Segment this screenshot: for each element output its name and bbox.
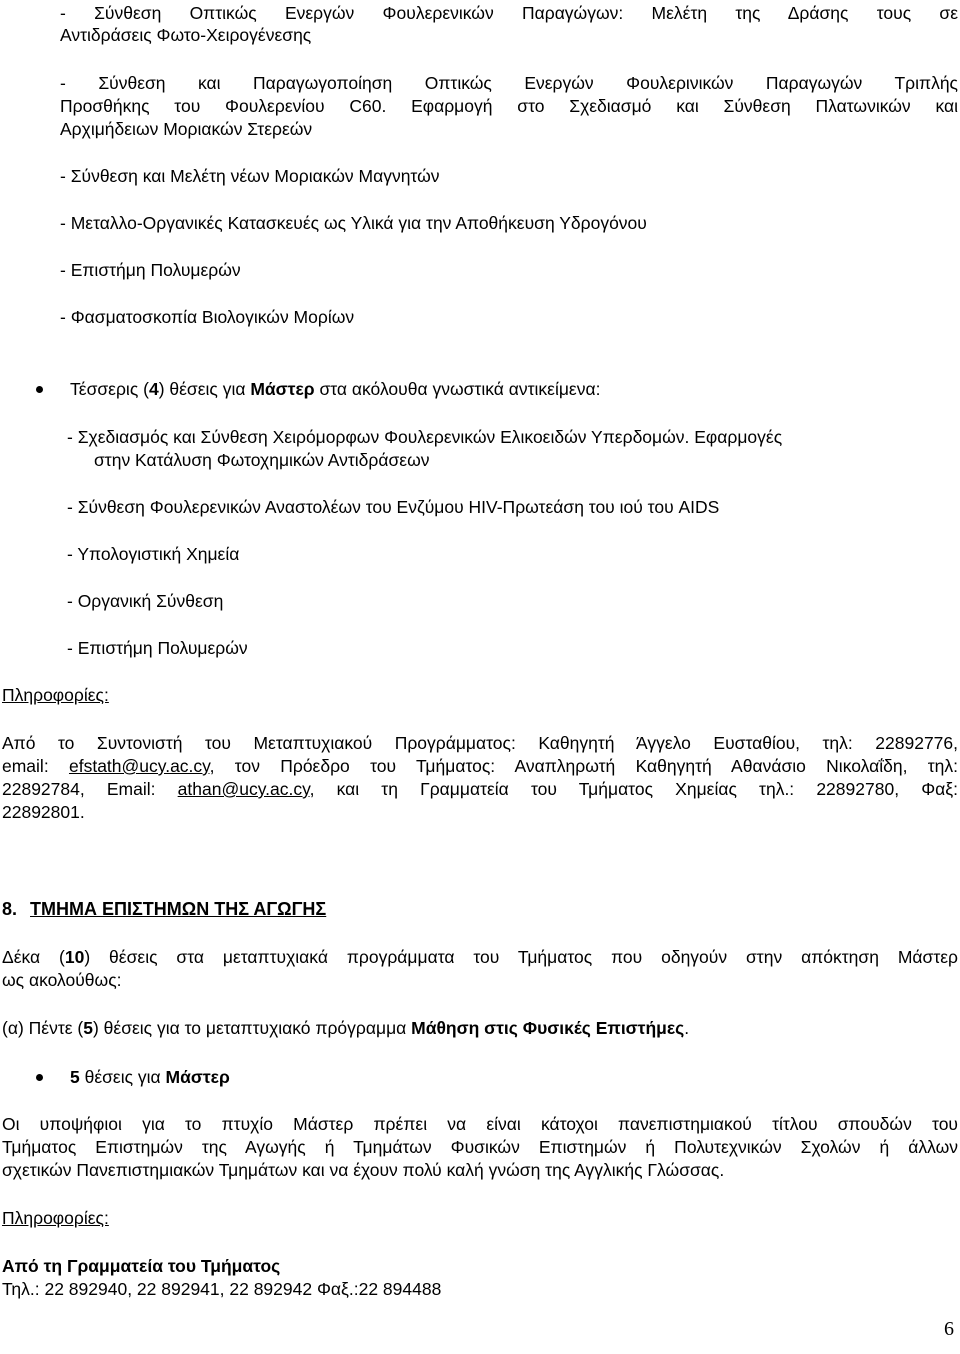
paragraph-continuation: Τμήματος Επιστημών της Αγωγής ή Τμημάτων Φυσικών Επιστημών ή Πολυτεχνικών Σχολών ή άλλων bbox=[2, 1137, 958, 1157]
list-item: - Σύνθεση και Μελέτη νέων Μοριακών Μαγνητών bbox=[60, 166, 440, 186]
page-number: 6 bbox=[944, 1318, 954, 1340]
list-item: - Φασματοσκοπία Βιολογικών Μορίων bbox=[60, 307, 355, 327]
list-item: - Επιστήμη Πολυμερών bbox=[60, 260, 241, 280]
info-line: 22892801. bbox=[2, 802, 85, 822]
info-heading: Πληροφορίες: bbox=[2, 685, 109, 705]
bullet-text: Τέσσερις (4) θέσεις για Μάστερ στα ακόλουθα γνωστικά αντικείμενα: bbox=[70, 379, 601, 399]
email-link[interactable]: athan@ucy.ac.cy bbox=[177, 779, 310, 799]
list-item-continuation: Αρχιμήδειων Μοριακών Στερεών bbox=[60, 119, 313, 139]
bullet-icon bbox=[36, 1074, 43, 1081]
bullet-text: 5 θέσεις για Μάστερ bbox=[70, 1067, 230, 1087]
list-item: - Σύνθεση Οπτικώς Ενεργών Φουλερενικών Παραγώγων: Μελέτη της Δράσης τους σε bbox=[60, 3, 958, 23]
list-item: - Σύνθεση και Παραγωγοποίηση Οπτικώς Ενεργών Φουλερινικών Παραγωγών Τριπλής bbox=[60, 73, 958, 93]
paragraph-continuation: σχετικών Πανεπιστημιακών Τμημάτων και να έχουν πολύ καλή γνώση της Αγγλικής Γλώσσας. bbox=[2, 1160, 725, 1180]
list-item: - Επιστήμη Πολυμερών bbox=[67, 638, 248, 658]
info-line: 22892784, Email: athan@ucy.ac.cy, και τη Γραμματεία του Τμήματος Χημείας τηλ.: 22892780, Φαξ: bbox=[2, 779, 958, 799]
paragraph-continuation: ως ακολούθως: bbox=[2, 970, 122, 990]
info-from: Από τη Γραμματεία του Τμήματος bbox=[2, 1256, 281, 1276]
list-item-continuation: Προσθήκης του Φουλερενίου C60. Εφαρμογή στο Σχεδιασμό και Σύνθεση Πλατωνικών και bbox=[60, 96, 958, 116]
section-heading: 8. ΤΜΗΜΑ ΕΠΙΣΤΗΜΩΝ ΤΗΣ ΑΓΩΓΗΣ bbox=[2, 899, 327, 919]
list-item: - Μεταλλο-Οργανικές Κατασκευές ως Υλικά για την Αποθήκευση Υδρογόνου bbox=[60, 213, 647, 233]
info-tel: Τηλ.: 22 892940, 22 892941, 22 892942 Φαξ.:22 894488 bbox=[2, 1279, 442, 1299]
list-item: - Σύνθεση Φουλερενικών Αναστολέων του Ενζύμου HIV-Πρωτεάση του ιού του AIDS bbox=[67, 497, 720, 517]
info-line: Από το Συντονιστή του Μεταπτυχιακού Προγράμματος: Καθηγητή Άγγελο Ευσταθίου, τηλ: 22892776, bbox=[2, 733, 958, 753]
bullet-icon bbox=[36, 386, 43, 393]
paragraph: Οι υποψήφιοι για το πτυχίο Μάστερ πρέπει να είναι κάτοχοι πανεπιστημιακού τίτλου σπουδών του bbox=[2, 1114, 958, 1134]
paragraph: Δέκα (10) θέσεις στα μεταπτυχιακά προγράμματα του Τμήματος που οδηγούν στην απόκτηση Μάστερ bbox=[2, 947, 958, 967]
list-item: - Σχεδιασμός και Σύνθεση Χειρόμορφων Φουλερενικών Ελικοειδών Υπερδομών. Εφαρμογές bbox=[67, 427, 783, 447]
list-item-continuation: Αντιδράσεις Φωτο-Χειρογένεσης bbox=[60, 25, 312, 45]
info-line: email: efstath@ucy.ac.cy, τον Πρόεδρο του Τμήματος: Αναπληρωτή Καθηγητή Αθανάσιο Νικολαΐδη, τηλ: bbox=[2, 756, 959, 776]
email-link[interactable]: efstath@ucy.ac.cy, bbox=[68, 756, 215, 776]
list-item-continuation: στην Κατάλυση Φωτοχημικών Αντιδράσεων bbox=[94, 450, 430, 470]
list-item: - Υπολογιστική Χημεία bbox=[67, 544, 240, 564]
list-item: - Οργανική Σύνθεση bbox=[67, 591, 224, 611]
paragraph: (α) Πέντε (5) θέσεις για το μεταπτυχιακό πρόγραμμα Μάθηση στις Φυσικές Επιστήμες. bbox=[2, 1018, 690, 1038]
info-heading: Πληροφορίες: bbox=[2, 1208, 109, 1228]
